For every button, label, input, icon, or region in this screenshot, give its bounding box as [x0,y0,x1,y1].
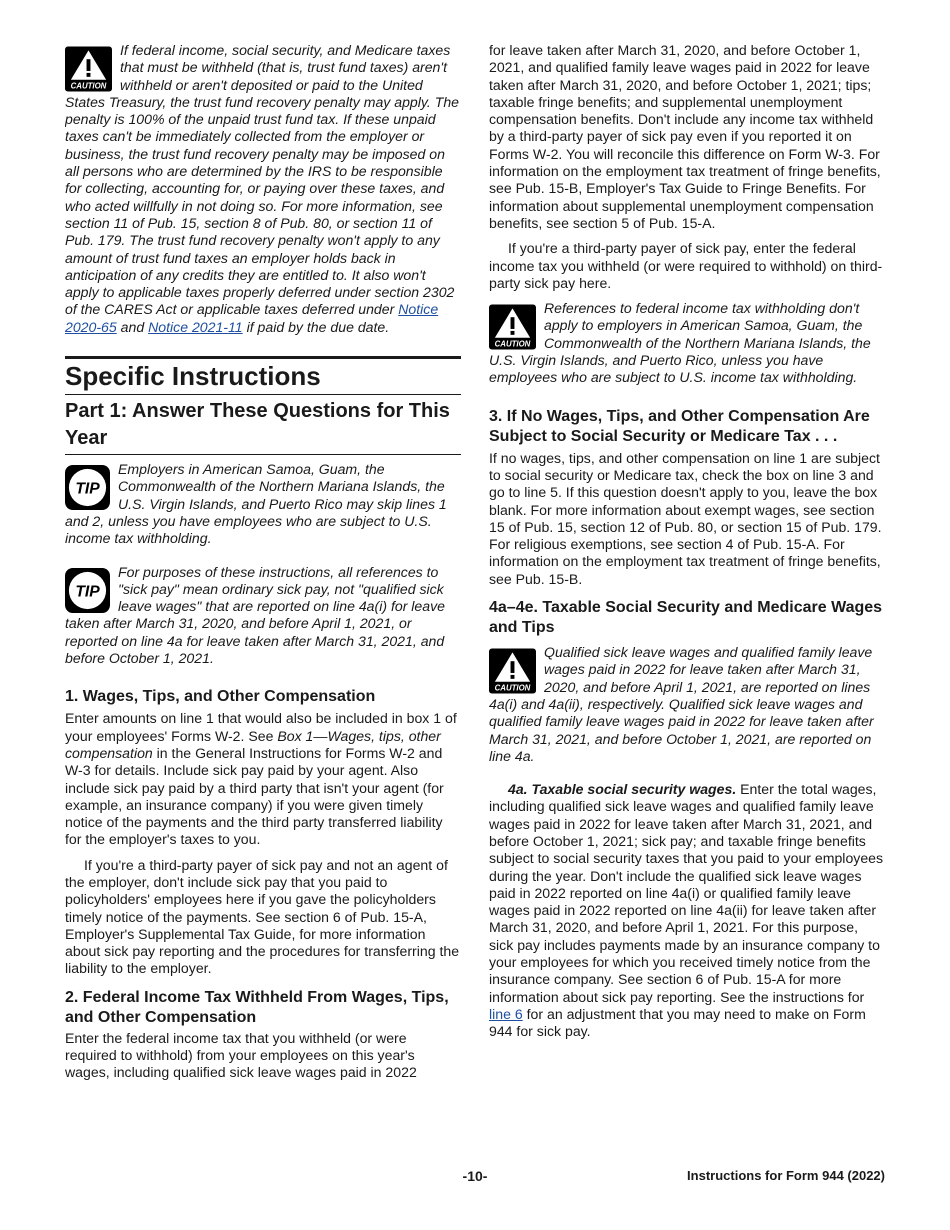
right-column [489,42,885,1041]
section4a-runin-heading: 4a. Taxable social security wages. [508,781,737,798]
specific-instructions-heading: Specific Instructions [65,356,461,395]
caution-qualified-wages-notice [489,644,885,765]
section3-heading: 3. If No Wages, Tips, and Other Compensation Are Subject to Social Security or Medicare Tax . . . [489,407,870,445]
tip-label: TIP [75,480,100,498]
section2-paragraph-continued: for leave taken after March 31, 2020, and before October 1, 2021, and qualified family leave wages paid in 2022 for leave taken after March 31, 2020, and before October 1, 2021; tips; taxable fringe benefits; and supplemental unemployment compensation benefits. Don't include any income tax withheld by a third-party payer of sick pay even if you reported it on Forms W-2. You will reconcile this difference on Form W-3. For information on the employment tax treatment of fringe benefits, see Pub. 15-B, Employer's Tax Guide to Fringe Benefits. For information about supplemental unemployment compensation benefits, see section 5 of Pub. 15-A. [489,42,881,231]
caution-icon [489,304,536,350]
caution-icon [65,46,112,92]
caution-text: References to federal income tax withholding don't apply to employers in American Samoa, Guam, the Commonwealth of the Northern Mariana Islands, the U.S. Virgin Islands, and Puerto Rico, unless you have employees who are subject to U.S. income tax withholding. [489,300,871,386]
document-title: Instructions for Form 944 (2022) [687,1168,885,1183]
section2-paragraph: Enter the federal income tax that you withheld (or were required to withhold) from your employees on this year's wages, including qualified sick leave wages paid in 2022 [65,1029,417,1081]
notice-2020-65-link[interactable]: Notice 2020-65 [65,301,439,335]
tip-label: TIP [75,582,100,600]
caution-text: If federal income, social security, and Medicare taxes that must be withheld (that is, trust fund taxes) aren't withheld or aren't deposited or paid to the United States Treasury, the trust fund recovery penalty may apply. The penalty is 100% of the unpaid trust fund tax. If these unpaid taxes can't be immediately collected from the employer or business, the trust fund recovery penalty may be imposed on all persons who are determined by the IRS to be responsible for collecting, accounting for, or paying over these taxes, and who acted willfully in not doing so. For more information, see section 11 of Pub. 15, section 8 of Pub. 80, or section 11 of Pub. 179. The trust fund recovery penalty won't apply to any amount of trust fund taxes an employer holds back in anticipation of any credits they are entitled to. It also won't apply to applicable taxes properly deferred under section 2302 of the CARES Act or applicable taxes deferred under [65,42,460,318]
section1-heading: 1. Wages, Tips, and Other Compensation [65,688,376,706]
section1-third-party-paragraph: If you're a third-party payer of sick pay and not an agent of the employer, don't include sick pay that you paid to policyholders' employees here if you gave the policyholders timely notice of the payments. See section 6 of Pub. 15-A, Employer's Supplemental Tax Guide, for more information about sick pay reporting and the procedures for transferring the liability to the employer. [65,856,460,977]
part1-heading: Part 1: Answer These Questions for This Year [65,395,461,455]
section4a-text: Enter the total wages, including qualified sick leave wages and qualified family leave wages paid in 2022 for leave taken after March 31, 2021, and before October 1, 2021; sick pay; and taxable fringe benefits subject to social security taxes that you paid to your employees during the year. Don't include the qualified sick leave wages paid in 2022 reported on line 4a(i) or qualified family leave wages paid in 2022 reported on line 4a(ii) for leave taken after March 31, 2020, and before April 1, 2021. For this purpose, sick pay includes payments made by an insurance company to your employees for which you received timely notice from the insurance company. See section 6 of Pub. 15-A for more information about sick pay reporting. See the instructions for [489,781,884,1005]
section1-box1-reference: Box 1—Wages, tips, other compensation [65,727,441,761]
left-column [65,42,461,1082]
section4a-text-end: for an adjustment that you may need to make on Form 944 for sick pay. [489,1005,866,1040]
section1-text: Enter amounts on line 1 that would also be included in box 1 of your employees' Forms W-2. See [65,710,457,744]
section1-text-end: in the General Instructions for Forms W-2 and W-3 for details. Include sick pay paid by your agent. Also include sick pay paid by a third party that isn't your agent (for example, an insurance company) if you were given timely notice of the payments and the third party transferred liability for the employer's taxes to you. [65,744,444,848]
tip-icon [65,568,110,613]
tip-icon [65,465,110,510]
caution-trust-fund-notice [65,42,461,336]
tip-text: For purposes of these instructions, all references to "sick pay" mean ordinary sick pay, not "qualified sick leave wages" that are reported on line 4a(i) for leave taken after March 31, 2020, and before April 1, 2021, or reported on line 4a for leave taken after March 31, 2021, and before October 1, 2021. [65,563,445,667]
section2-third-party-paragraph: If you're a third-party payer of sick pay, enter the federal income tax you withheld (or were required to withhold) on third-party sick pay here. [489,240,883,291]
caution-label: CAUTION [494,683,531,693]
caution-icon [489,648,536,694]
caution-text: Qualified sick leave wages and qualified family leave wages paid in 2022 for leave taken after March 31, 2020, and before April 1, 2021, are reported on lines 4a(i) and 4a(ii), respectively. Qualified sick leave wages and qualified family leave wages paid in 2022 for leave taken after March 31, 2021, and before October 1, 2021, are reported on line 4a. [489,644,874,764]
section3-paragraph: If no wages, tips, and other compensation on line 1 are subject to social security or Medicare tax, check the box on line 3 and go to line 5. If this question doesn't apply to you, leave the box blank. For more information about exempt wages, see section 15 of Pub. 15, section 12 of Pub. 80, or section 15 of Pub. 179. For religious exemptions, see section 4 of Pub. 15-A. For information on the employment tax treatment of fringe benefits, see Pub. 15-B. [489,449,882,587]
tip-sick-pay-notice [65,564,461,668]
caution-label: CAUTION [494,339,531,349]
section1-paragraph [65,710,461,848]
section2-heading: 2. Federal Income Tax Withheld From Wages, Tips, and Other Compensation [65,988,449,1026]
notice-2021-11-link[interactable]: Notice 2021-11 [148,318,243,335]
section4a-paragraph [489,781,885,1040]
section4-heading: 4a–4e. Taxable Social Security and Medicare Wages and Tips [489,599,883,637]
caution-territories-notice [489,300,885,386]
tip-text: Employers in American Samoa, Guam, the Commonwealth of the Northern Mariana Islands, the U.S. Virgin Islands, and Puerto Rico may skip lines 1 and 2, unless you have employees who are subject to U.S. income tax withholding. [65,461,447,547]
caution-text-and: and [120,318,145,335]
caution-text-end: if paid by the due date. [246,318,390,335]
page-number: -10- [462,1168,488,1184]
caution-label: CAUTION [70,81,107,91]
tip-skip-lines-notice [65,461,461,547]
line-6-link[interactable]: line 6 [489,1005,523,1022]
